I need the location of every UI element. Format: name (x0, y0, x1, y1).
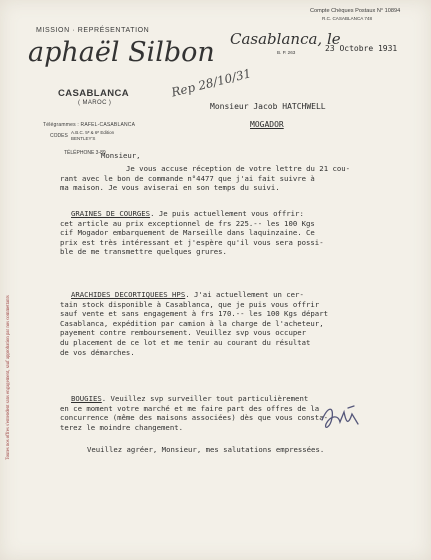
codes-label: CODES (50, 133, 68, 139)
postal-account: Compte Chèques Postaux N° 10894 (310, 8, 401, 14)
recipient-city: MOGADOR (250, 120, 284, 129)
graines-line: prix est très intéressant et j'espère qu'il vous sera possi- (60, 237, 324, 247)
arachides-line: payement contre remboursement. Veuillez svp vous occuper (60, 328, 307, 338)
graines-paragraph (60, 209, 324, 257)
letterhead-country: ( MAROC ) (78, 100, 112, 106)
arachides-line: . J'ai actuellement un cer- (185, 290, 304, 299)
codes-line-2: BENTLEY'S (71, 136, 96, 141)
recipient-name: Monsieur Jacob HATCHWELL (210, 102, 326, 111)
graines-line: cif Mogador embarquement de Marseille dans laquinzaine. Ce (60, 228, 315, 238)
rc-number: R.C. CASABLANCA 748 (322, 16, 373, 21)
graines-line: ble de me transmettre quelques grures. (60, 247, 227, 257)
intro-line: rant avec le bon de commande n°4477 que j'ai fait suivre à (60, 173, 315, 183)
po-box: B. P. 263 (277, 50, 296, 55)
letterhead-city: CASABLANCA (58, 88, 130, 99)
telegrams-line: Télégrammes : RAFEL-CASABLANCA (43, 122, 136, 128)
place-label: Casablanca, le (230, 30, 341, 48)
bougies-line: concurrence (même des maisons associées) dès que vous consta- (60, 413, 328, 423)
arachides-paragraph (60, 290, 328, 357)
codes-line-1: A.B.C. 5ᵉ & 6ᵉ Edition (71, 130, 115, 135)
intro-line: ma maison. Je vous aviserai en son temps du suivi. (60, 183, 280, 193)
arachides-line: tain stock disponible à Casablanca, que je puis vous offrir (60, 299, 320, 309)
arachides-line: de vos démarches. (60, 347, 135, 357)
bougies-paragraph (60, 394, 328, 432)
graines-line: cet article au prix exceptionnel de frs 225.-- les 100 Kgs (60, 218, 315, 228)
signature (318, 400, 366, 436)
intro-paragraph (60, 164, 350, 193)
closing-line: Veuillez agréer, Monsieur, mes salutations empressées. (87, 445, 325, 454)
bougies-heading: BOUGIES (71, 394, 102, 403)
salutation: Monsieur, (101, 151, 141, 160)
arachides-line: Casablanca, expédition par camion à la charge de l'acheteur, (60, 318, 324, 328)
telephone-line: TÉLÉPHONE 3-89 (64, 150, 106, 156)
graines-line: . Je puis actuellement vous offrir: (150, 209, 304, 218)
side-note: Toutes nos offres s'entendent sans engagement, sauf approbation par nos commettants (6, 295, 11, 460)
arachides-line: du placement de ce lot et me tenir au courant du résultat (60, 337, 311, 347)
arachides-line: sauf vente et sans engagement à frs 170.-- les 100 Kgs départ (60, 309, 328, 319)
business-line: MISSION · REPRÉSENTATION (36, 27, 150, 34)
handwritten-reply-note: Rep 28/10/31 (170, 66, 253, 100)
bougies-line: . Veuillez svp surveiller tout particulièrement (101, 394, 309, 403)
bougies-line: terez le moindre changement. (60, 422, 184, 432)
letter-date: 23 Octobre 1931 (325, 44, 398, 53)
intro-line: Je vous accuse réception de votre lettre du 21 cou- (126, 164, 351, 173)
graines-heading: GRAINES DE COURGES (71, 209, 151, 218)
business-name: aphaël Silbon (28, 37, 215, 68)
arachides-heading: ARACHIDES DECORTIQUEES HPS (71, 290, 186, 299)
bougies-line: en ce moment votre marché et me faire part des offres de la (60, 403, 320, 413)
